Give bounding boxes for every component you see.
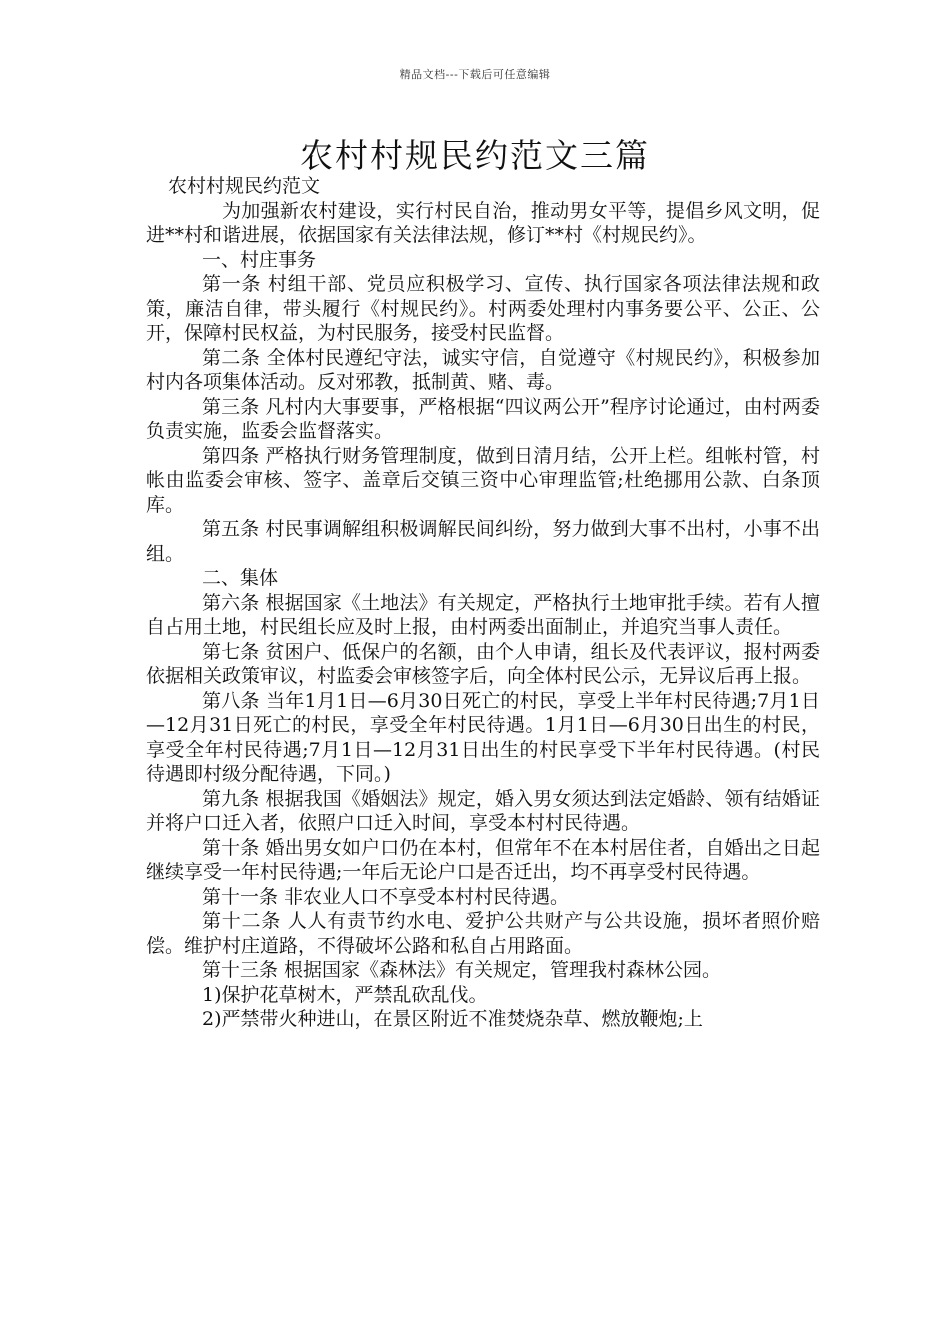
article-13: 第十三条 根据国家《森林法》有关规定，管理我村森林公园。 — [202, 959, 722, 981]
article-3: 第三条 凡村内大事要事，严格根据“四议两公开”程序讨论通过，由村两委负责实施，监委会监督落实。 — [146, 395, 820, 442]
article-7: 第七条 贫困户、低保户的名额，由个人申请，组长及代表评议，报村两委依据相关政策审议，村监委会审核签字后，向全体村民公示，无异议后再上报。 — [146, 640, 820, 687]
section-heading-2: 二、集体 — [202, 567, 279, 589]
article-6: 第六条 根据国家《土地法》有关规定，严格执行土地审批手续。若有人擅自占用土地，村民组长应及时上报，由村两委出面制止，并追究当事人责任。 — [146, 591, 820, 638]
document-body — [146, 174, 820, 1032]
article-5: 第五条 村民事调解组积极调解民间纠纷，努力做到大事不出村，小事不出组。 — [146, 518, 820, 565]
intro-paragraph: 为加强新农村建设，实行村民自治，推动男女平等，提倡乡风文明，促进**村和谐进展，依据国家有关法律法规，修订**村《村规民约》。 — [146, 199, 820, 246]
header-note: 精品文档---下载后可任意编辑 — [399, 68, 551, 81]
article-12: 第十二条 人人有责节约水电、爱护公共财产与公共设施，损坏者照价赔偿。维护村庄道路，不得破坏公路和私自占用路面。 — [146, 910, 820, 957]
article-9: 第九条 根据我国《婚姻法》规定，婚入男女须达到法定婚龄、领有结婚证并将户口迁入者，依照户口迁入时间，享受本村村民待遇。 — [146, 787, 820, 834]
subtitle: 农村村规民约范文 — [168, 175, 321, 197]
article-10: 第十条 婚出男女如户口仍在本村，但常年不在本村居住者，自婚出之日起继续享受一年村民待遇;一年后无论户口是否迁出，均不再享受村民待遇。 — [146, 836, 820, 883]
list-item-1: 1)保护花草树木，严禁乱砍乱伐。 — [202, 983, 488, 1006]
article-11: 第十一条 非农业人口不享受本村村民待遇。 — [202, 885, 570, 908]
document-title: 农村村规民约范文三篇 — [300, 136, 650, 175]
section-heading-1: 一、村庄事务 — [202, 248, 317, 271]
article-1: 第一条 村组干部、党员应积极学习、宣传、执行国家各项法律法规和政策，廉洁自律，带头履行《村规民约》。村两委处理村内事务要公平、公正、公开，保障村民权益，为村民服务，接受村民监督。 — [146, 273, 820, 344]
article-2: 第二条 全体村民遵纪守法，诚实守信，自觉遵守《村规民约》，积极参加村内各项集体活动。反对邪教，抵制黄、赌、毒。 — [146, 346, 820, 393]
article-8: 第八条 当年1月1日—6月30日死亡的村民，享受上半年村民待遇;7月1日—12月31日死亡的村民，享受全年村民待遇。1月1日—6月30日出生的村民，享受全年村民待遇;7月1日—12月31日出生的村民享受下半年村民待遇。(村民待遇即村级分配待遇，下同。) — [146, 689, 820, 785]
article-4: 第四条 严格执行财务管理制度，做到日清月结，公开上栏。组帐村管，村帐由监委会审核、签字、盖章后交镇三资中心审理监管;杜绝挪用公款、白条顶库。 — [146, 444, 820, 516]
list-item-2: 2)严禁带火种进山，在景区附近不准焚烧杂草、燃放鞭炮;上 — [202, 1008, 703, 1030]
